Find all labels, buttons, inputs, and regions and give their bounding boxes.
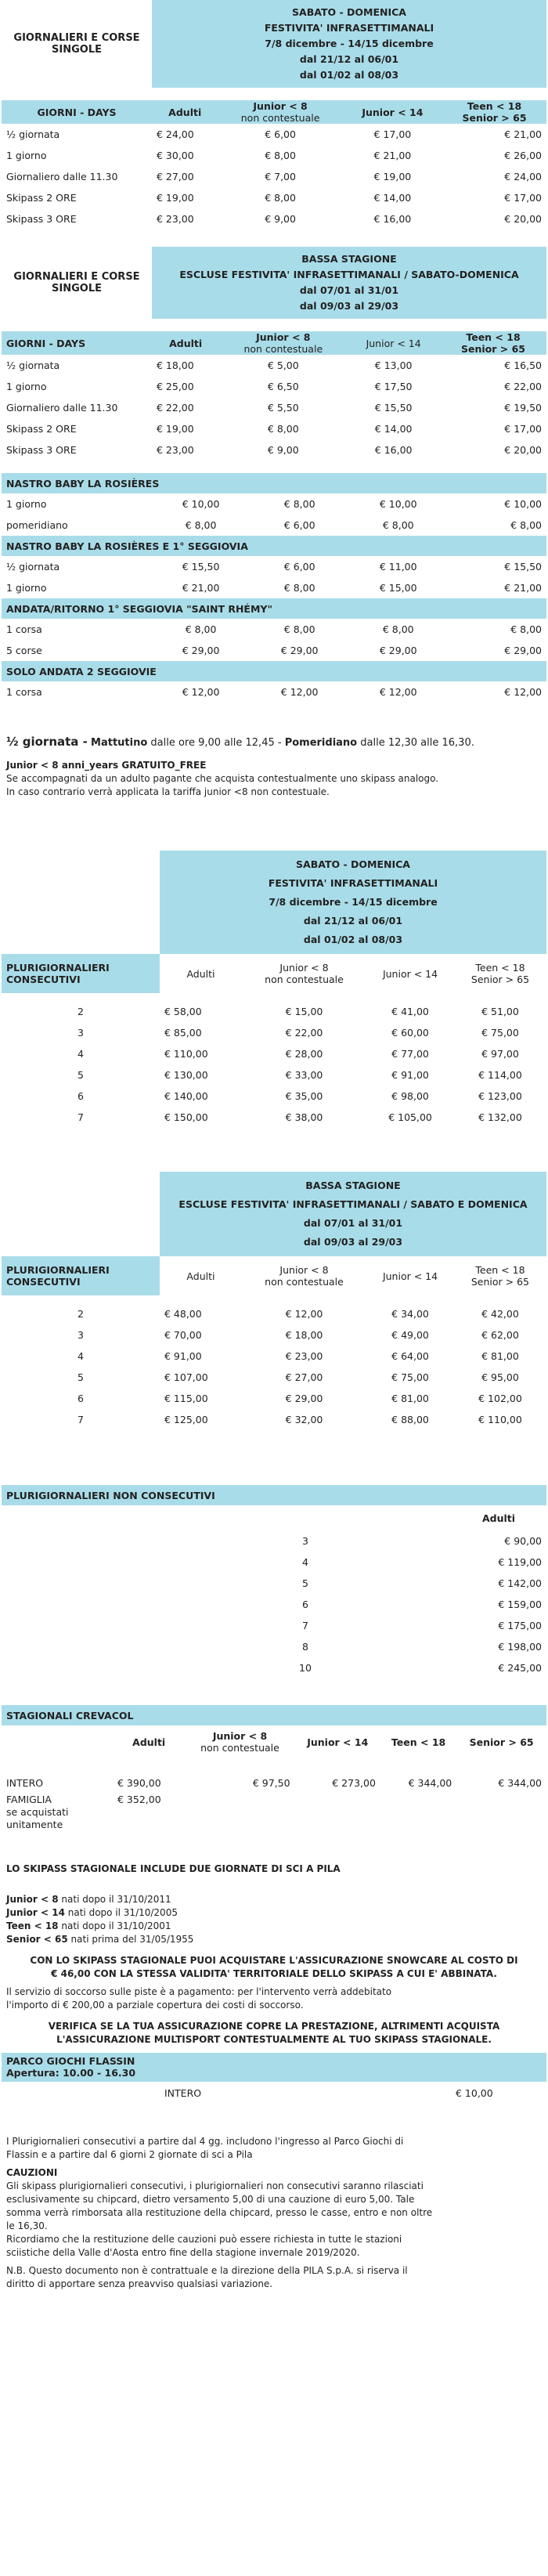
table-row: ½ giornata € 18,00 € 5,00 € 13,00 € 16,50: [6, 359, 542, 371]
mattutino-label: Mattutino: [91, 737, 148, 749]
table-row: 2 € 48,00 € 12,00 € 34,00 € 42,00: [78, 1308, 519, 1320]
multi-day-low-season-table: [2, 1172, 546, 1430]
col-header-junior8: Junior < 8 non contestuale: [219, 331, 347, 355]
col-header-junior14: Junior < 14: [343, 100, 442, 124]
table-row: 5 € 107,00 € 27,00 € 75,00 € 95,00: [78, 1371, 519, 1383]
table-row: pomeridiano € 8,00 € 6,00 € 8,00 € 8,00: [6, 519, 542, 531]
season-header: [152, 247, 546, 319]
table-row: Skipass 2 ORE € 19,00 € 8,00 € 14,00 € 17,00: [6, 192, 542, 204]
table-row: 7 € 125,00 € 32,00 € 88,00 € 110,00: [78, 1414, 522, 1425]
snowcare-note: CON LO SKIPASS STAGIONALE PUOI ACQUISTARE L'ASSICURAZIONE SNOWCARE AL COSTO DI: [30, 1955, 518, 1966]
table-row: 1 corsa € 8,00 € 8,00 € 8,00 € 8,00: [6, 623, 542, 635]
junior-note-line: Se accompagnati da un adulto pagante che acquista contestualmente uno skipass analogo.: [6, 773, 439, 784]
footer-text: Gli skipass plurigiornalieri consecutivi, i plurigiornalieri non consecutivi saranno rilasciati: [6, 2180, 424, 2191]
table-row: 3 € 85,00 € 22,00 € 60,00 € 75,00: [78, 1027, 519, 1039]
header-line: dal 09/03 al 29/03: [299, 300, 399, 312]
table-row: 1 corsa € 12,00 € 12,00 € 12,00 € 12,00: [6, 686, 542, 698]
table-row: 1 giorno € 21,00 € 8,00 € 15,00 € 21,00: [6, 582, 542, 594]
junior-free-note: Junior < 8 anni_years GRATUITO_FREE: [6, 760, 207, 771]
table-row: 4 € 91,00 € 23,00 € 64,00 € 81,00: [78, 1350, 519, 1362]
table-row: 3 € 70,00 € 18,00 € 49,00 € 62,00: [78, 1329, 519, 1341]
table-row: 7 € 175,00: [302, 1620, 542, 1631]
age-limit-line: Junior < 8 nati dopo il 31/10/2011: [6, 1894, 171, 1905]
table-row: 1 giorno € 10,00 € 8,00 € 10,00 € 10,00: [6, 498, 542, 510]
table-row: ½ giornata € 15,50 € 6,00 € 11,00 € 15,50: [6, 561, 542, 573]
footer-text: esclusivamente su chipcard, dietro versamento 5,00 di una cauzione di euro 5,00. Tale: [6, 2194, 415, 2205]
column-header-row: [2, 100, 546, 124]
header-line: dal 07/01 al 31/01: [303, 1217, 403, 1229]
section-title: PLURIGIORNALIERI CONSECUTIVI: [2, 1256, 160, 1295]
col-header-junior8: Junior < 8 non contestuale: [218, 100, 342, 124]
table-row: INTERO € 390,00 € 97,50 € 273,00 € 344,00 € 344,00: [6, 1777, 542, 1789]
baby-title: NASTRO BABY LA ROSIÈRES: [2, 473, 546, 493]
non-consecutive-title: PLURIGIORNALIERI NON CONSECUTIVI: [2, 1485, 546, 1505]
table-row: 5 € 130,00 € 33,00 € 91,00 € 114,00: [78, 1069, 522, 1081]
header-line: FESTIVITA' INFRASETTIMANALI: [268, 877, 438, 889]
col-header-teen-senior: Teen < 18 Senior > 65: [470, 1264, 530, 1288]
half-day-label: ½ giornata -: [6, 735, 88, 749]
age-limit-line: Senior < 65 nati prima del 31/05/1955: [6, 1934, 194, 1945]
col-header-junior8: Junior < 8 non contestuale: [265, 962, 344, 985]
header-line: ESCLUSE FESTIVITA' INFRASETTIMANALI / SABATO E DOMENICA: [178, 1198, 528, 1210]
col-header-senior: Senior > 65: [469, 1736, 534, 1748]
famiglia-label: FAMIGLIA se acquistati unitamente: [6, 1794, 69, 1830]
table-row: 1 giorno € 30,00 € 8,00 € 21,00 € 26,00: [6, 150, 542, 161]
multi-day-high-season-table: [2, 851, 546, 1128]
header-line: dal 01/02 al 08/03: [303, 934, 403, 945]
seasonal-title: STAGIONALI CREVACOL: [2, 1705, 546, 1725]
insurance-note: L'ASSICURAZIONE MULTISPORT CONTESTUALMENTE AL TUO SKIPASS STAGIONALE.: [56, 2034, 492, 2045]
daily-high-season-table: [2, 0, 546, 229]
table-row: 2 € 58,00 € 15,00 € 41,00 € 51,00: [78, 1006, 519, 1017]
header-line: BASSA STAGIONE: [305, 1180, 401, 1191]
footer-text: Ricordiamo che la restituzione delle cauzioni può essere richiesta in tutte le stazioni: [6, 2234, 402, 2245]
table-row: 6 € 140,00 € 35,00 € 98,00 € 123,00: [78, 1090, 522, 1102]
rescue-note: Il servizio di soccorso sulle piste è a pagamento: per l'intervento verrà addebitato: [6, 1986, 392, 1997]
header-line: dal 21/12 al 06/01: [303, 915, 403, 927]
table-row: Skipass 2 ORE € 19,00 € 8,00 € 14,00 € 17,00: [6, 423, 542, 435]
cauzioni-title: CAUZIONI: [6, 2167, 58, 2178]
col-header-junior14: Junior < 14: [307, 1736, 369, 1748]
rescue-note: l'importo di € 200,00 a parziale copertura dei costi di soccorso.: [6, 2000, 304, 2011]
col-header-adulti: Adulti: [152, 100, 218, 124]
footer-text: I Plurigiornalieri consecutivi a partire dal 4 gg. includono l'ingresso al Parco Giochi di: [6, 2136, 404, 2147]
table-row: 6 € 115,00 € 29,00 € 81,00 € 102,00: [78, 1393, 522, 1404]
junior-note-line: In caso contrario verrà applicata la tariffa junior <8 non contestuale.: [6, 786, 330, 797]
col-header-adulti: Adulti: [152, 331, 219, 355]
header-line: FESTIVITA' INFRASETTIMANALI: [264, 22, 434, 34]
footer-text: Flassin e a partire dal 6 giorni 2 giornate di sci a Pila: [6, 2149, 253, 2160]
mattutino-text: dalle ore 9,00 alle 12,45 -: [150, 737, 282, 749]
table-row: 7 € 150,00 € 38,00 € 105,00 € 132,00: [78, 1111, 522, 1123]
solo-title: SOLO ANDATA 2 SEGGIOVIE: [2, 661, 546, 681]
age-limits-list: [2, 1893, 546, 1946]
seasonal-table: [2, 1705, 546, 1831]
insurance-note: VERIFICA SE LA TUA ASSICURAZIONE COPRE LA PRESTAZIONE, ALTRIMENTI ACQUISTA: [48, 2021, 500, 2032]
col-header-days: GIORNI - DAYS: [2, 331, 152, 355]
daily-low-season-table: [2, 247, 546, 461]
table-row: Skipass 3 ORE € 23,00 € 9,00 € 16,00 € 20,00: [6, 213, 542, 225]
col-header-teen-senior: Teen < 18 Senior > 65: [440, 331, 546, 355]
col-header-teen: Teen < 18: [391, 1736, 446, 1748]
col-header-junior8: Junior < 8 non contestuale: [200, 1730, 279, 1754]
season-header: [160, 851, 546, 954]
section-title: GIORNALIERI E CORSE SINGOLE: [13, 271, 140, 294]
section-title: GIORNALIERI E CORSE SINGOLE: [13, 32, 140, 56]
table-row: 1 giorno € 25,00 € 6,50 € 17,50 € 22,00: [6, 381, 542, 392]
header-line: 7/8 dicembre - 14/15 dicembre: [265, 38, 434, 49]
table-row: Giornaliero dalle 11.30 € 27,00 € 7,00 € 19,00 € 24,00: [6, 171, 542, 182]
table-row: 4 € 119,00: [302, 1556, 542, 1568]
half-day-note: [2, 735, 546, 750]
col-header-adulti: Adulti: [186, 967, 215, 980]
table-row: 6 € 159,00: [302, 1599, 542, 1610]
pomeridiano-label: Pomeridiano: [284, 737, 358, 749]
parco-table: [2, 2053, 546, 2104]
header-line: BASSA STAGIONE: [301, 253, 397, 265]
footer-text: le 16,30.: [6, 2220, 48, 2231]
header-line: SABATO - DOMENICA: [296, 858, 410, 870]
table-row: 4 € 110,00 € 28,00 € 77,00 € 97,00: [78, 1048, 519, 1060]
col-header-adulti: Adulti: [186, 1270, 215, 1282]
header-line: dal 07/01 al 31/01: [299, 284, 399, 296]
col-header-junior14: Junior < 14: [382, 1270, 438, 1282]
parco-title: PARCO GIOCHI FLASSIN: [6, 2055, 135, 2067]
table-row: 5 corse € 29,00 € 29,00 € 29,00 € 29,00: [6, 645, 542, 656]
baby-seg-title: NASTRO BABY LA ROSIÈRES E 1° SEGGIOVIA: [2, 536, 546, 556]
footer-text: diritto di apportare senza preavviso qualsiasi variazione.: [6, 2278, 273, 2289]
table-row: INTERO € 10,00: [164, 2086, 493, 2099]
header-line: ESCLUSE FESTIVITA' INFRASETTIMANALI / SABATO-DOMENICA: [179, 269, 519, 280]
footer-text: N.B. Questo documento non è contrattuale e la direzione della PILA S.p.A. si riserva il: [6, 2265, 408, 2276]
footer-text: somma verrà rimborsata alla restituzione della chipcard, presso le casse, entro e non oltre: [6, 2207, 433, 2218]
snowcare-note: € 46,00 CON LA STESSA VALIDITA' TERRITORIALE DELLO SKIPASS A CUI E' ABBINATA.: [51, 1968, 497, 1979]
header-line: dal 21/12 al 06/01: [299, 53, 399, 65]
header-line: 7/8 dicembre - 14/15 dicembre: [269, 896, 438, 908]
header-line: dal 01/02 al 08/03: [299, 69, 399, 81]
col-header-adulti: Adulti: [481, 1512, 516, 1524]
season-header: [160, 1172, 546, 1256]
age-limit-line: Teen < 18 nati dopo il 31/10/2001: [6, 1920, 171, 1931]
col-header-junior14: Junior < 14: [347, 331, 440, 355]
col-header-teen-senior: Teen < 18 Senior > 65: [442, 100, 546, 124]
non-consecutive-table: [2, 1485, 546, 1678]
col-header-teen-senior: Teen < 18 Senior > 65: [470, 962, 530, 985]
baby-table: [2, 473, 546, 703]
table-row: 10 € 245,00: [299, 1662, 542, 1674]
seasonal-include-title: LO SKIPASS STAGIONALE INCLUDE DUE GIORNATE DI SCI A PILA: [6, 1863, 341, 1874]
footer-text: sciistiche della Valle d'Aosta entro fine della stagione invernale 2019/2020.: [6, 2247, 360, 2258]
header-line: dal 09/03 al 29/03: [303, 1236, 403, 1248]
header-line: SABATO - DOMENICA: [292, 6, 406, 18]
table-row: 3 € 90,00: [302, 1535, 542, 1547]
parco-hours: Apertura: 10.00 - 16.30: [6, 2067, 136, 2079]
col-header-junior8: Junior < 8 non contestuale: [265, 1264, 344, 1288]
age-limit-line: Junior < 14 nati dopo il 31/10/2005: [6, 1907, 178, 1918]
table-row: 5 € 142,00: [302, 1577, 542, 1589]
season-header: [152, 0, 546, 88]
column-header-row: [2, 331, 546, 355]
table-row: ½ giornata € 24,00 € 6,00 € 17,00 € 21,00: [6, 128, 542, 140]
table-row: Giornaliero dalle 11.30 € 22,00 € 5,50 € 15,50 € 19,50: [6, 402, 542, 414]
pomeridiano-text: dalle 12,30 alle 16,30.: [360, 737, 474, 749]
andata-title: ANDATA/RITORNO 1° SEGGIOVIA "SAINT RHÉMY": [2, 598, 546, 619]
section-title: PLURIGIORNALIERI CONSECUTIVI: [2, 954, 160, 993]
col-header-junior14: Junior < 14: [382, 967, 438, 980]
table-row: Skipass 3 ORE € 23,00 € 9,00 € 16,00 € 20,00: [6, 444, 542, 456]
table-row: 8 € 198,00: [302, 1641, 542, 1653]
col-header-days: GIORNI - DAYS: [2, 100, 152, 124]
col-header-adulti: Adulti: [132, 1736, 166, 1748]
table-row: FAMIGLIA se acquistati unitamente € 352,00: [2, 1794, 546, 1831]
